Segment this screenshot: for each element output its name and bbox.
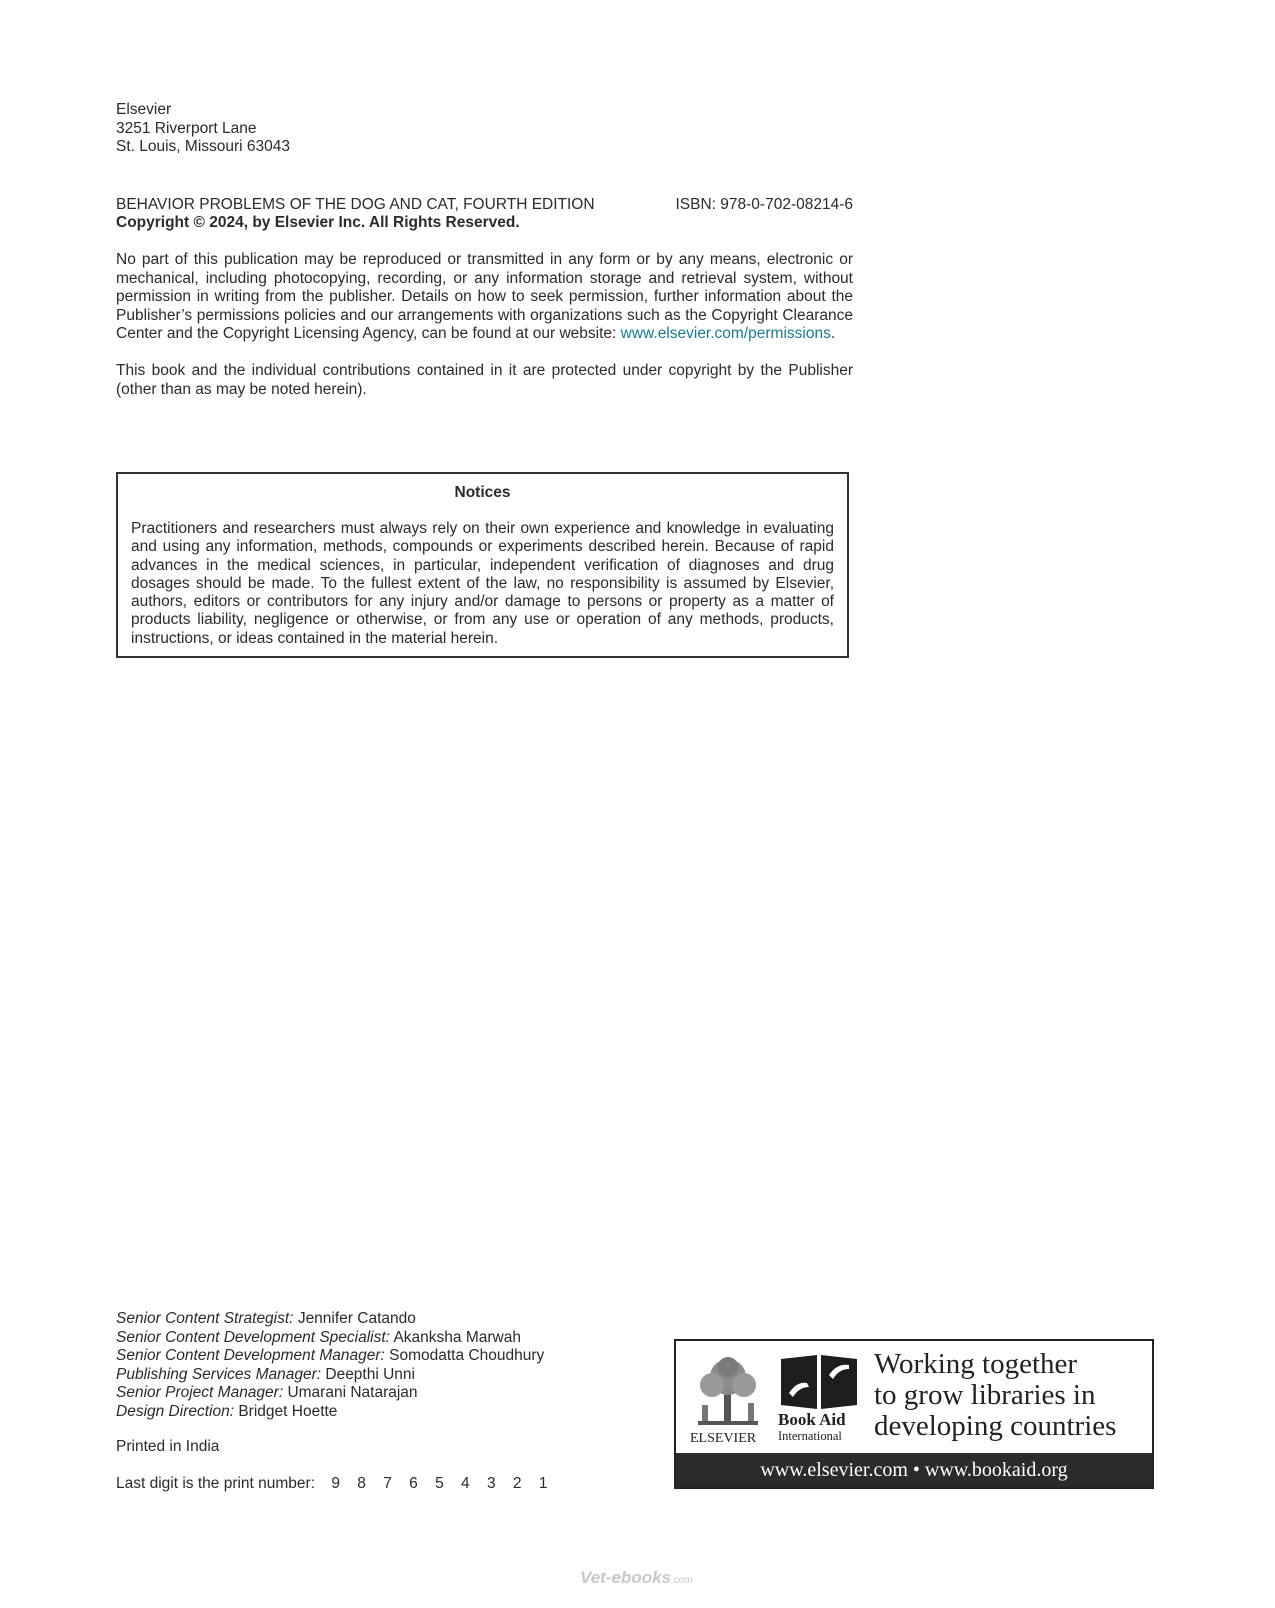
printed-in: Printed in India [116, 1438, 220, 1455]
isbn: ISBN: 978-0-702-08214-6 [675, 196, 853, 213]
book-aid-banner [674, 1339, 1154, 1489]
credit-line [116, 1366, 544, 1385]
copyright-line: Copyright © 2024, by Elsevier Inc. All Rights Reserved. [116, 214, 520, 231]
permissions-end: . [830, 325, 836, 342]
credit-name: Jennifer Catando [297, 1310, 416, 1327]
permissions-text: No part of this publication may be reproduced or transmitted in any form or by any means, electronic or mechanical, including photocopying, recording, or any information storage and retrieval system, without permission in writing from the publisher. Details on how to seek permission, further information about the Publisher’s permissions policies and our arrangements with organizations such as the Copyright Clearance Center and the Copyright Licensing Agency, can be found at our website: [116, 251, 853, 342]
notices-text: Practitioners and researchers must always rely on their own experience and knowledge in evaluating and using any information, methods, compounds or experiments described herein. Because of rapid advances in the medical sciences, in particular, independent verification of diagnoses and drug dosages should be made. To the fullest extent of the law, no responsibility is assumed by Elsevier, authors, editors or contributors for any injury and/or damage to persons or property as a matter of products liability, negligence or otherwise, or from any use or operation of any methods, products, instructions, or ideas contained in the material herein. [131, 520, 834, 647]
credit-role: Senior Content Strategist: [116, 1310, 294, 1327]
permissions-paragraph [116, 251, 853, 344]
notices-title: Notices [454, 484, 511, 501]
print-digit: 9 [331, 1475, 340, 1492]
book-aid-tagline [874, 1349, 1116, 1442]
credit-role: Design Direction: [116, 1402, 235, 1420]
credit-line [116, 1310, 544, 1329]
print-number-line [116, 1475, 560, 1494]
credit-role: Senior Content Development Manager: [116, 1347, 385, 1364]
tagline-line: to grow libraries in [874, 1379, 1096, 1411]
print-number-label: Last digit is the print number: [116, 1475, 316, 1492]
book-title: BEHAVIOR PROBLEMS OF THE DOG AND CAT, FOURTH EDITION [116, 196, 595, 213]
publisher-city: St. Louis, Missouri 63043 [116, 138, 291, 155]
print-digit: 4 [461, 1475, 470, 1492]
book-aid-logos [676, 1341, 1152, 1455]
watermark-text: Vet-ebooks [580, 1568, 672, 1587]
book-aid-name: Book Aid [778, 1410, 846, 1429]
book-aid-logo-icon [779, 1353, 859, 1411]
credit-name: Somodatta Choudhury [389, 1347, 545, 1364]
protection-paragraph: This book and the individual contributions contained in it are protected under copyright by the Publisher (other than as may be noted herein). [116, 362, 853, 398]
print-digit: 5 [435, 1475, 444, 1492]
print-digit: 2 [512, 1475, 522, 1492]
credit-name: Akanksha Marwah [393, 1328, 521, 1346]
book-aid-subname: International [778, 1429, 842, 1443]
credit-line [116, 1329, 544, 1348]
credit-role: Publishing Services Manager: [116, 1365, 322, 1383]
tagline-line: Working together [874, 1348, 1078, 1380]
watermark-suffix: .com [671, 1575, 693, 1586]
print-digit: 8 [357, 1475, 366, 1492]
credit-line [116, 1403, 544, 1422]
credit-name: Deepthi Unni [325, 1365, 415, 1383]
publisher-street: 3251 Riverport Lane [116, 119, 257, 137]
elsevier-tree-icon [688, 1355, 768, 1429]
credit-line [116, 1347, 544, 1366]
watermark [580, 1568, 693, 1588]
tagline-line: developing countries [874, 1410, 1117, 1442]
credit-line [116, 1384, 544, 1403]
credits-list [116, 1310, 544, 1421]
book-aid-urls: www.elsevier.com • www.bookaid.org [676, 1453, 1152, 1487]
credit-role: Senior Content Development Specialist: [116, 1328, 390, 1346]
notices-box [116, 472, 849, 658]
print-digit: 3 [486, 1475, 496, 1492]
print-number-digits [331, 1475, 560, 1494]
print-digit: 7 [383, 1475, 392, 1492]
credit-name: Bridget Hoette [238, 1402, 338, 1420]
publisher-address [116, 101, 290, 157]
publisher-name: Elsevier [116, 101, 172, 118]
permissions-link[interactable]: www.elsevier.com/permissions [620, 325, 831, 342]
credit-role: Senior Project Manager: [116, 1384, 284, 1401]
credit-name: Umarani Natarajan [287, 1384, 418, 1401]
print-digit: 6 [409, 1475, 418, 1492]
print-digit: 1 [538, 1475, 548, 1492]
elsevier-logo-text: ELSEVIER [690, 1431, 757, 1446]
